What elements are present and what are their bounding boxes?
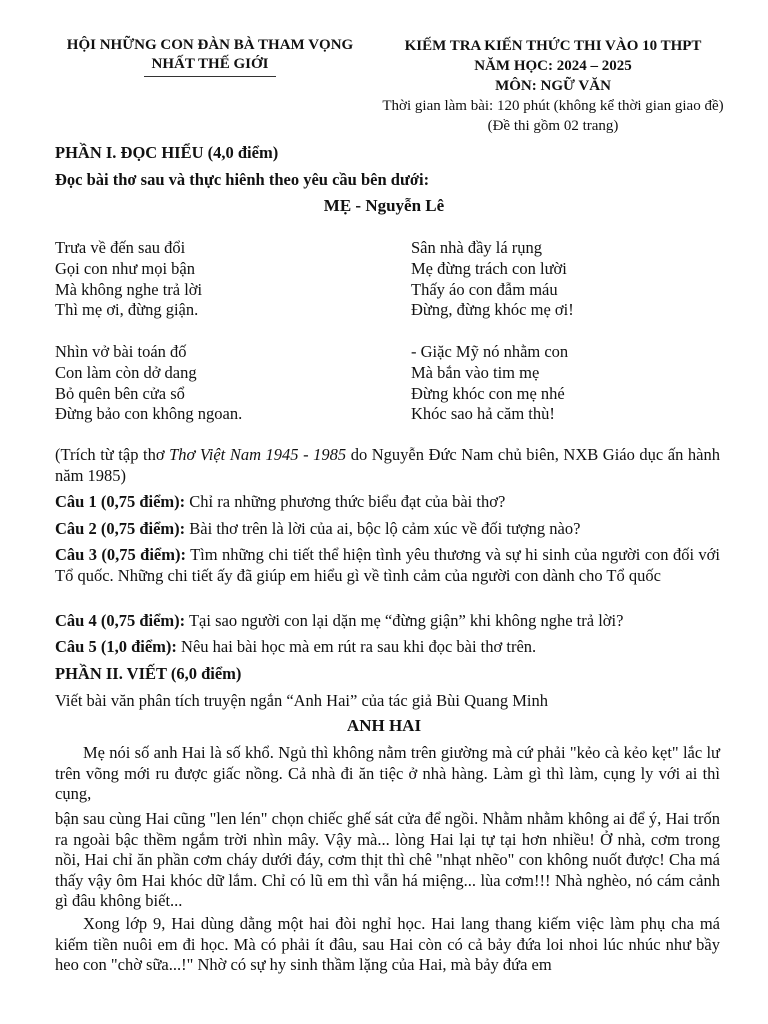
poem-line: Thấy áo con đẫm máu xyxy=(411,279,558,299)
question-1 xyxy=(55,492,720,513)
organization-header xyxy=(40,36,380,77)
question-label: Câu 4 (0,75 điểm): xyxy=(55,611,186,630)
duration: Thời gian làm bài: 120 phút (không kể thời gian giao đề) xyxy=(382,98,724,114)
story-paragraph-1: Mẹ nói số anh Hai là số khổ. Ngủ thì không nằm trên giường mà cứ phải "kẻo cà kẻo kẹt" lắc lư trên võng mới ru được giấc nồng. Cả nhà đi ăn tiệc ở nhà hàng. Làm gì thì làm, cụng ly với ai thì cụng, xyxy=(55,743,720,803)
poem-line: Sân nhà đầy lá rụng xyxy=(411,238,543,257)
poem-line: Đừng, đừng khóc mẹ ơi! xyxy=(411,300,574,320)
story-paragraph-2: bận sau cùng Hai cũng "len lén" chọn chiếc ghế sát cửa để ngồi. Nhằm nhằm không ai để ý, Hai trốn ra ngoài bậc thềm ngắm trời nhìn mây. Vậy mà... lòng Hai lại tự tại hơn nhiều! Ở nhà, cơm trong nồi, Hai chỉ ăn phần cơm cháy dưới đáy, cơm thịt thì chê "nhạt nhẽo" con không nuốt được! Cha má thấy vậy ôm Hai khóc dữ lắm. Chỉ có lũ em thì vẫn há miệng... lùa cơm!!! Nhà nghèo, nó cám cảnh gì đâu không biết... xyxy=(55,809,720,910)
exam-header xyxy=(368,36,738,136)
part2-heading: PHẦN II. VIẾT (6,0 điểm) xyxy=(55,664,242,683)
question-label: Câu 2 (0,75 điểm): xyxy=(55,519,186,538)
poem-line: Mà bắn vào tim mẹ xyxy=(411,362,540,382)
poem-line: Khóc sao hả căm thù! xyxy=(411,404,555,424)
part2-prompt: Viết bài văn phân tích truyện ngắn “Anh Hai” của tác giả Bùi Quang Minh xyxy=(55,691,548,710)
part1-instruction: Đọc bài thơ sau và thực hiênh theo yêu cầu bên dưới: xyxy=(55,170,430,189)
stanza-gap xyxy=(411,321,574,342)
org-line-2: NHẤT THẾ GIỚI xyxy=(151,56,269,72)
poem-line: Mà không nghe trả lời xyxy=(55,279,203,299)
poem-line: Nhìn vở bài toán đố xyxy=(55,341,187,361)
school-year: NĂM HỌC: 2024 – 2025 xyxy=(474,58,632,74)
poem-line: Đừng khóc con mẹ nhé xyxy=(411,383,565,403)
poem-line: Con làm còn dở dang xyxy=(55,362,197,382)
story-paragraph-3: Xong lớp 9, Hai dùng dằng một hai đòi nghỉ học. Hai lang thang kiếm việc làm phụ cha má kiếm tiền nuôi em đi học. Mà có phải ít đâu, sau Hai còn có cả bảy đứa loi nhoi lúc nhúc như bầy heo con "chờ sữa...!" Nhờ có sự hy sinh thầm lặng của Hai, mà bảy đứa em xyxy=(55,914,720,974)
question-5 xyxy=(55,637,720,658)
question-label: Câu 1 (0,75 điểm): xyxy=(55,492,186,511)
source-book-title: Thơ Việt Nam 1945 - 1985 xyxy=(169,445,347,464)
exam-title: KIẾM TRA KIẾN THỨC THI VÀO 10 THPT xyxy=(404,38,702,54)
poem-source xyxy=(55,445,720,486)
poem-line: Bỏ quên bên cửa sổ xyxy=(55,383,185,403)
question-text: Nêu hai bài học mà em rút ra sau khi đọc bài thơ trên. xyxy=(176,637,537,656)
part1-heading: PHẦN I. ĐỌC HIỂU (4,0 điểm) xyxy=(55,143,279,162)
question-label: Câu 5 (1,0 điểm): xyxy=(55,637,177,656)
question-3 xyxy=(55,545,720,586)
story-title: ANH HAI xyxy=(346,716,422,735)
poem-right-column xyxy=(411,238,574,425)
poem-line: Gọi con như mọi bận xyxy=(55,258,196,278)
question-text: Tại sao người con lại dặn mẹ “đừng giận” khi không nghe trả lời? xyxy=(185,611,624,630)
org-line-1: HỘI NHỮNG CON ĐÀN BÀ THAM VỌNG xyxy=(66,37,354,53)
poem-line: Đừng bảo con không ngoan. xyxy=(55,404,243,424)
poem-line: Trưa về đến sau đổi xyxy=(55,238,186,257)
poem-line: Mẹ đừng trách con lười xyxy=(411,258,567,278)
question-label: Câu 3 (0,75 điểm): xyxy=(55,545,186,564)
header-underline xyxy=(144,76,276,77)
poem-left-column xyxy=(55,238,242,425)
question-text: Chỉ ra những phương thức biểu đạt của bài thơ? xyxy=(185,492,506,511)
source-suffix: do Nguyễn Đức Nam chủ biên, NXB Giáo dục ấn hành năm 1985) xyxy=(55,445,721,485)
pages-note: (Đề thi gồm 02 trang) xyxy=(487,118,619,134)
stanza-gap xyxy=(55,321,242,342)
source-prefix: (Trích từ tập thơ xyxy=(55,445,170,464)
subject: MÔN: NGỮ VĂN xyxy=(495,78,611,94)
question-2 xyxy=(55,519,720,540)
poem-title: MẸ - Nguyễn Lê xyxy=(323,196,445,215)
question-4 xyxy=(55,611,720,632)
question-text: Tìm những chi tiết thể hiện tình yêu thương và sự hi sinh của người con đối với Tổ quốc. Những chi tiết ấy đã giúp em hiểu gì về tình cảm của người con dành cho Tổ quốc xyxy=(55,545,720,585)
poem-line: Thì mẹ ơi, đừng giận. xyxy=(55,300,199,320)
poem-line: - Giặc Mỹ nó nhằm con xyxy=(411,341,569,361)
question-text: Bài thơ trên là lời của ai, bộc lộ cảm xúc về đối tượng nào? xyxy=(185,519,581,538)
